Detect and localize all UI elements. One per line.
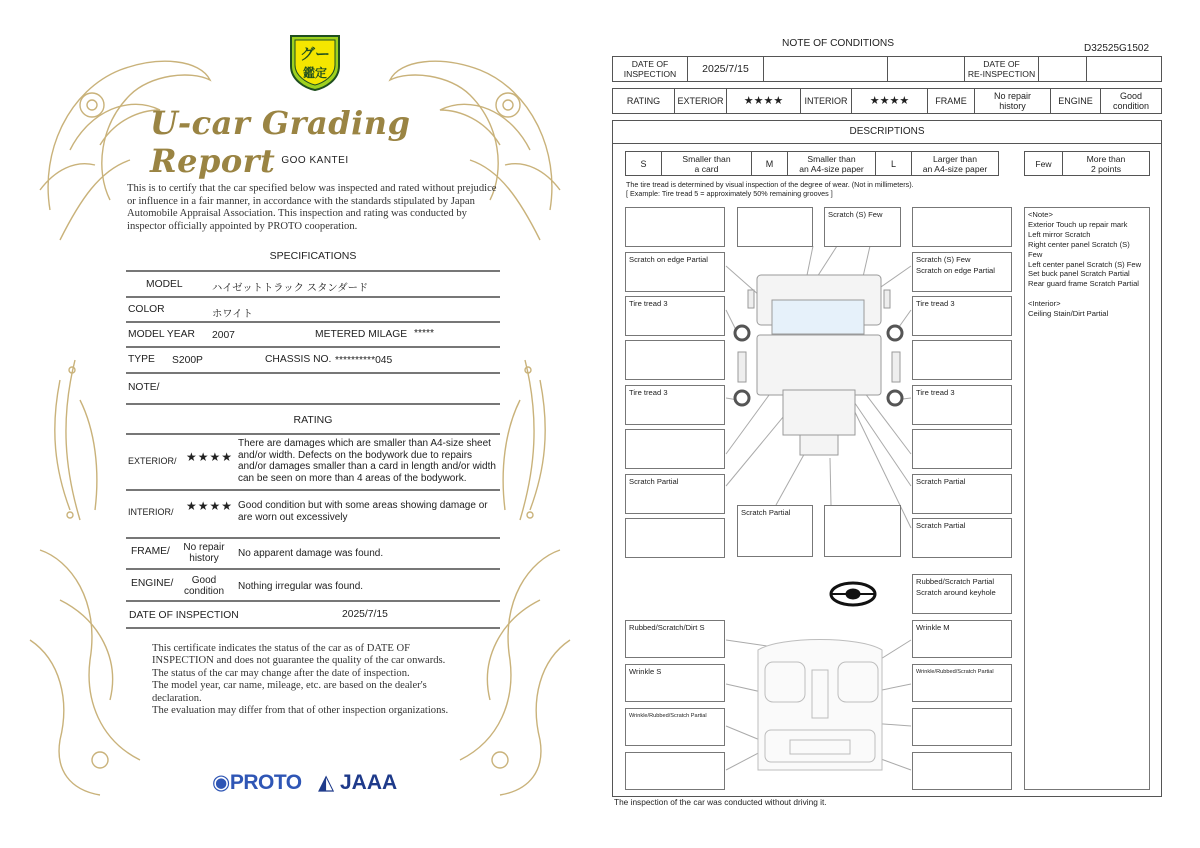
frame-description: No apparent damage was found. (238, 548, 384, 559)
divider (126, 433, 500, 435)
legend-line: Larger than (933, 153, 977, 164)
damage-box: Wrinkle S (625, 664, 725, 702)
damage-box (912, 574, 1012, 614)
note-of-conditions-sheet (600, 0, 1200, 848)
svg-text:鑑定: 鑑定 (302, 66, 328, 80)
legend-l: L (876, 152, 912, 175)
damage-box (625, 207, 725, 247)
model-year-value: 2007 (212, 330, 235, 341)
exterior-stars: ★★★★ (727, 89, 801, 113)
document-code: D32525G1502 (1084, 43, 1150, 54)
interior-stars: ★★★★ (852, 89, 928, 113)
legend-s: S (626, 152, 662, 175)
date-of-inspection-value: 2025/7/15 (342, 609, 388, 620)
box-line: Scratch on edge Partial (916, 265, 995, 275)
interior-description: Good condition but with some areas showing damage or are worn out excessively (238, 500, 488, 523)
note-line: Left center panel Scratch (S) Few (1028, 259, 1142, 269)
damage-box (737, 207, 813, 247)
damage-box: Scratch Partial (912, 518, 1012, 558)
damage-box: Scratch Partial (737, 505, 813, 557)
legend-line: an A4-size paper (799, 163, 864, 174)
damage-box: Tire tread 3 (625, 296, 725, 336)
svg-text:グー: グー (299, 46, 331, 63)
proto-logo-text: PROTO (229, 771, 302, 794)
exterior-stars: ★★★★ (186, 450, 234, 464)
note-line: Rear guard frame Scratch Partial (1028, 279, 1139, 289)
damage-box (625, 340, 725, 380)
frame-value (176, 542, 232, 564)
divider (126, 321, 500, 323)
label-line: DATE OF (983, 59, 1020, 69)
damage-box: Wrinkle M (912, 620, 1012, 658)
damage-box (625, 429, 725, 469)
legend-line: More than (1086, 153, 1126, 164)
type-label: TYPE (128, 354, 155, 365)
value-line: No repair (993, 91, 1031, 101)
footer-line: The status of the car may change after the date of inspection. (152, 667, 410, 679)
date-of-inspection-label: DATE OF INSPECTION (129, 610, 239, 621)
damage-box: Scratch Partial (912, 474, 1012, 514)
jaaa-logo-text: JAAA (340, 771, 398, 794)
box-line: Scratch (S) Few (916, 255, 971, 264)
damage-box (824, 505, 901, 557)
damage-box (912, 252, 1012, 292)
damage-box (912, 429, 1012, 469)
model-value: ハイゼットトラック スタンダード (212, 283, 369, 294)
damage-box (912, 207, 1012, 247)
divider (126, 403, 500, 405)
tire-note-line1: The tire tread is determined by visual inspection of the degree of wear. (Not in millimeters). (626, 180, 914, 189)
legend-line: Smaller than (807, 153, 856, 164)
interior-label: INTERIOR/ (128, 507, 174, 517)
value-line: Good (1119, 91, 1143, 101)
divider (126, 600, 500, 602)
bottom-note: The inspection of the car was conducted without driving it. (614, 797, 827, 807)
descriptions-heading: DESCRIPTIONS (612, 120, 1162, 144)
damage-box (912, 708, 1012, 746)
engine-label: ENGINE (1051, 89, 1101, 113)
metered-mileage-value: ***** (414, 328, 435, 339)
damage-box: Scratch (S) Few (824, 207, 901, 247)
divider (126, 296, 500, 298)
engine-value (176, 575, 232, 597)
proto-logo (212, 770, 302, 795)
rating-label: RATING (613, 89, 675, 113)
frame-label: FRAME (928, 89, 975, 113)
frame-value-line2: history (189, 553, 219, 564)
damage-box (625, 518, 725, 558)
model-year-label: MODEL YEAR (128, 329, 195, 340)
note-line: <Interior> (1028, 299, 1061, 309)
note-line: Right center panel Scratch (S) Few (1028, 239, 1130, 259)
damage-box: Tire tread 3 (912, 385, 1012, 425)
chassis-label: CHASSIS NO. (265, 354, 332, 365)
damage-box: Wrinkle/Rubbed/Scratch Partial (625, 708, 725, 746)
color-value: ホワイト (212, 309, 253, 320)
engine-value-line1: Good (191, 575, 217, 586)
certificate-intro: This is to certify that the car specified below was inspected and rated without prejudice or influence in a fair manner, in accordance with the standards stipulated by Japan Automobile Appraisal Association. This inspection and rating was conducted by inspector officially appointed by PROTO cooperation. (127, 183, 497, 232)
sheet-title: NOTE OF CONDITIONS (781, 38, 895, 49)
steering-wheel-icon (831, 583, 875, 605)
damage-box: Rubbed/Scratch/Dirt S (625, 620, 725, 658)
note-line (1028, 289, 1146, 299)
note-label: NOTE/ (128, 382, 160, 393)
frame-label: FRAME/ (131, 546, 170, 557)
divider (126, 568, 500, 570)
legend-line: a card (694, 163, 719, 174)
box-line: Scratch around keyhole (916, 587, 996, 597)
rating-heading: RATING (293, 414, 333, 426)
damage-box: Scratch Partial (625, 474, 725, 514)
footer-line: INSPECTION and does not guarantee the quality of the car onwards. (152, 655, 446, 667)
type-value: S200P (172, 355, 203, 366)
footer-line: declaration. (152, 692, 202, 704)
specifications-heading: SPECIFICATIONS (269, 250, 357, 262)
metered-mileage-label: METERED MILAGE (315, 329, 408, 340)
exterior-label: EXTERIOR (675, 89, 727, 113)
date-of-inspection-value: 2025/7/15 (688, 57, 764, 81)
goo-kantei-emblem (287, 32, 343, 92)
divider (126, 346, 500, 348)
tire-note-line2: [ Example: Tire tread 5 = approximately 50% remaining grooves ] (626, 189, 833, 198)
certificate-title: U-car Grading Report (150, 104, 411, 180)
note-line: Set buck panel Scratch Partial (1028, 269, 1130, 279)
damage-box (912, 752, 1012, 790)
note-line: Ceiling Stain/Dirt Partial (1028, 309, 1109, 319)
value-line: history (999, 101, 1026, 111)
damage-box: Wrinkle/Rubbed/Scratch Partial (912, 664, 1012, 702)
damage-box: Tire tread 3 (912, 296, 1012, 336)
model-label: MODEL (146, 279, 183, 290)
damage-box: Scratch on edge Partial (625, 252, 725, 292)
footer-line: The model year, car name, mileage, etc. are based on the dealer's (152, 680, 427, 692)
label-line: INSPECTION (623, 69, 677, 79)
jaaa-logo-icon: ◭ (318, 771, 335, 794)
label-line: RE-INSPECTION (967, 69, 1036, 79)
legend-line: 2 points (1090, 163, 1122, 174)
divider (126, 489, 500, 491)
engine-label: ENGINE/ (131, 578, 174, 589)
value-line: condition (1112, 101, 1150, 111)
legend-line: Smaller than (682, 153, 731, 164)
chassis-value: **********045 (335, 355, 393, 366)
box-line: Rubbed/Scratch Partial (916, 577, 995, 586)
frame-value-line1: No repair (183, 542, 225, 553)
note-line: Exterior Touch up repair mark (1028, 219, 1128, 229)
legend-few: Few (1025, 152, 1063, 175)
legend-line: an A4-size paper (922, 163, 988, 174)
divider (126, 270, 500, 272)
proto-logo-icon: ◉ (212, 771, 230, 794)
note-line: Left mirror Scratch (1028, 229, 1091, 239)
damage-box (625, 752, 725, 790)
certificate-subtitle: GOO KANTEI (281, 155, 349, 166)
color-label: COLOR (128, 304, 165, 315)
divider (126, 372, 500, 374)
exterior-label: EXTERIOR/ (128, 456, 177, 466)
notes-panel (1024, 207, 1150, 790)
damage-box: Tire tread 3 (625, 385, 725, 425)
exterior-description: There are damages which are smaller than A4-size sheet and/or width. Defects on the bodywork due to repairs and/or damages smaller than a card in length and/or width can be seen on more than 4 areas of the bodywork. (238, 438, 496, 484)
divider (126, 537, 500, 539)
interior-label: INTERIOR (801, 89, 852, 113)
certificate-footer (152, 643, 492, 717)
engine-value-line2: condition (183, 586, 225, 597)
interior-stars: ★★★★ (186, 499, 234, 513)
footer-line: This certificate indicates the status of the car as of DATE OF (152, 643, 410, 654)
label-line: DATE OF (631, 59, 669, 69)
note-line: <Note> (1028, 210, 1053, 219)
jaaa-logo (318, 770, 397, 795)
legend-m: M (752, 152, 788, 175)
footer-line: The evaluation may differ from that of other inspection organizations. (152, 705, 449, 717)
divider (126, 627, 500, 629)
engine-description: Nothing irregular was found. (238, 581, 364, 592)
damage-box (912, 340, 1012, 380)
